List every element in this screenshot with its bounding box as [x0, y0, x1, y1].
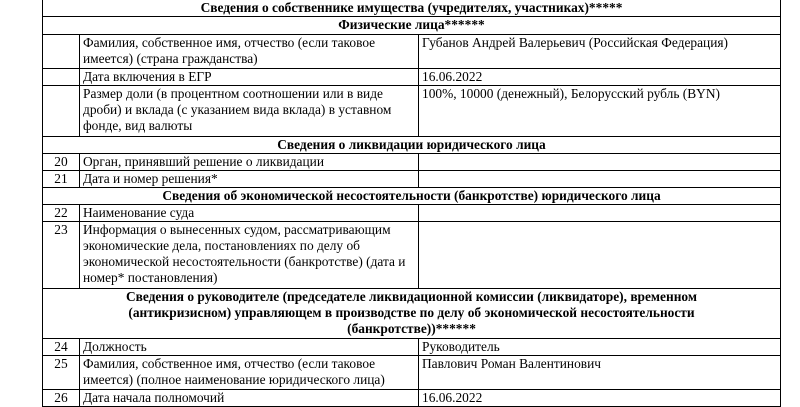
table-row — [43, 205, 781, 222]
table-row — [43, 222, 781, 289]
table-row — [43, 339, 781, 356]
field-value: 16.06.2022 — [419, 69, 781, 86]
table-row — [43, 154, 781, 171]
section-header-row — [43, 188, 781, 205]
field-value: 100%, 10000 (денежный), Белорусский рубль (BYN) — [419, 86, 781, 137]
section-header-row — [43, 0, 781, 17]
founders-section-heading: Сведения о собственнике имущества (учредителях, участниках)***** — [43, 0, 781, 17]
field-value: Губанов Андрей Валерьевич (Российская Федерация) — [419, 35, 781, 69]
field-value — [419, 205, 781, 222]
row-number: 24 — [43, 339, 80, 356]
row-number-cell — [43, 69, 80, 86]
field-label: Информация о вынесенных судом, рассматривающим экономические дела, постановлениях по делу об экономической несостоятельности (банкротстве) (дата и номер* постановления) — [80, 222, 419, 289]
field-label: Орган, принявший решение о ликвидации — [80, 154, 419, 171]
liquidation-section-heading: Сведения о ликвидации юридического лица — [43, 137, 781, 154]
field-value: 16.06.2022 — [419, 390, 781, 407]
field-label: Дата включения в ЕГР — [80, 69, 419, 86]
field-label: Фамилия, собственное имя, отчество (если таковое имеется) (страна гражданства) — [80, 35, 419, 69]
table-row — [43, 35, 781, 69]
subsection-header-row — [43, 17, 781, 35]
row-number: 21 — [43, 171, 80, 188]
row-number-cell — [43, 86, 80, 137]
row-number: 23 — [43, 222, 80, 289]
row-number: 22 — [43, 205, 80, 222]
field-value: Павлович Роман Валентинович — [419, 356, 781, 390]
field-label: Фамилия, собственное имя, отчество (если таковое имеется) (полное наименование юридического лица) — [80, 356, 419, 390]
table-row — [43, 86, 781, 137]
registry-extract-table — [42, 0, 781, 407]
row-number: 26 — [43, 390, 80, 407]
table-row — [43, 171, 781, 188]
table-row — [43, 69, 781, 86]
field-value: Руководитель — [419, 339, 781, 356]
individuals-subsection-heading: Физические лица****** — [43, 17, 781, 35]
field-label: Наименование суда — [80, 205, 419, 222]
manager-section-heading: Сведения о руководителе (председателе ликвидационной комиссии (ликвидаторе), временном (антикризисном) управляющем в производстве по делу об экономической несостоятельности (банкротстве))****** — [43, 289, 781, 339]
section-header-row — [43, 289, 781, 339]
field-value — [419, 222, 781, 289]
bankruptcy-section-heading: Сведения об экономической несостоятельности (банкротстве) юридического лица — [43, 188, 781, 205]
field-label: Дата и номер решения* — [80, 171, 419, 188]
field-label: Должность — [80, 339, 419, 356]
table-row — [43, 390, 781, 407]
row-number: 20 — [43, 154, 80, 171]
row-number: 25 — [43, 356, 80, 390]
field-value — [419, 154, 781, 171]
section-header-row — [43, 137, 781, 154]
field-label: Дата начала полномочий — [80, 390, 419, 407]
row-number-cell — [43, 35, 80, 69]
table-row — [43, 356, 781, 390]
field-label: Размер доли (в процентном соотношении или в виде дроби) и вклада (с указанием вида вклада) в уставном фонде, вид валюты — [80, 86, 419, 137]
field-value — [419, 171, 781, 188]
